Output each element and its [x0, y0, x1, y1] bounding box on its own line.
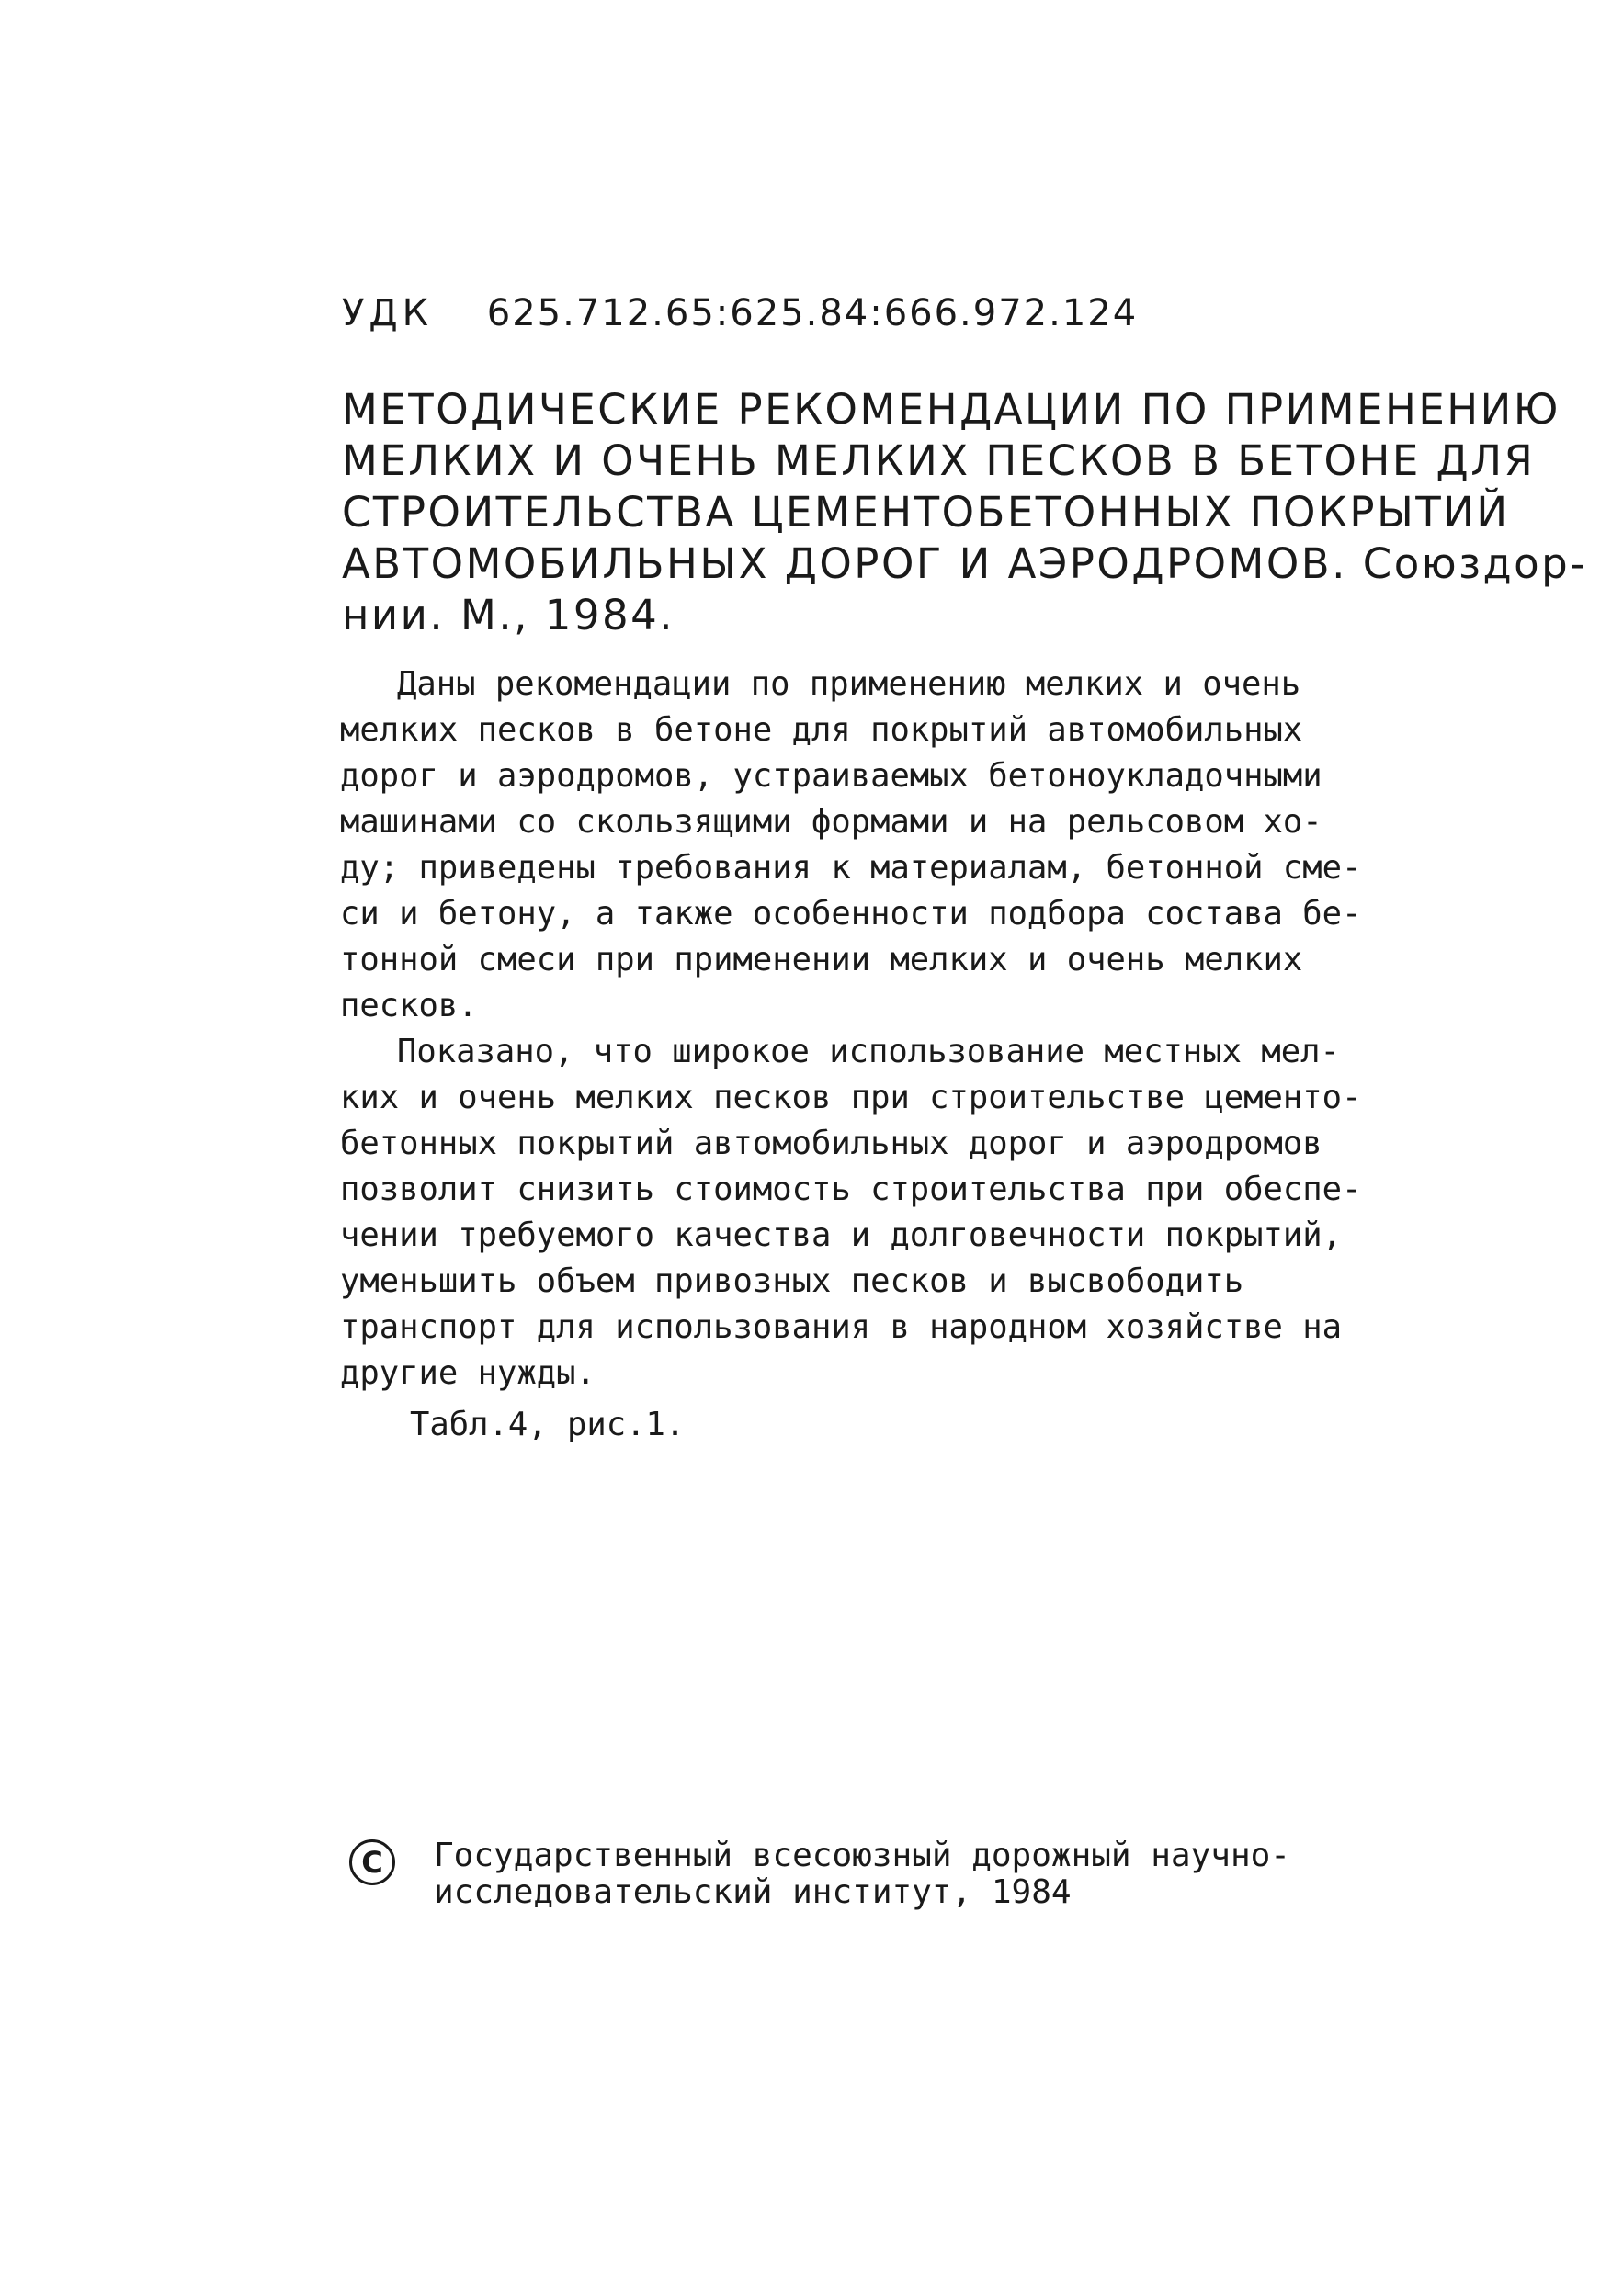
abstract-line: чении требуемого качества и долговечности покрытий, — [340, 1216, 1343, 1254]
abstract-line: Показано, что широкое использование местных мел- — [397, 1033, 1340, 1070]
title-line: МЕТОДИЧЕСКИЕ РЕКОМЕНДАЦИИ ПО ПРИМЕНЕНИЮ — [342, 385, 1561, 434]
abstract-line: машинами со скользящими формами и на рельсовом хо- — [340, 803, 1322, 841]
udk-label: УДК — [342, 292, 434, 334]
copyright-line: исследовательский институт, 1984 — [434, 1873, 1072, 1911]
abstract-line: бетонных покрытий автомобильных дорог и аэродромов — [340, 1125, 1322, 1162]
copyright-icon: C — [349, 1839, 395, 1885]
abstract-line: позволит снизить стоимость строительства при обеспе- — [340, 1171, 1362, 1208]
abstract-line: песков. — [340, 987, 478, 1024]
document-title — [342, 384, 1587, 641]
abstract-paragraph-1 — [340, 662, 1526, 1029]
abstract — [340, 662, 1526, 1448]
abstract-line: транспорт для использования в народном хозяйстве на — [340, 1308, 1343, 1346]
abstract-line: дорог и аэродромов, устраиваемых бетоноукладочными — [340, 757, 1322, 795]
abstract-line: ду; приведены требования к материалам, бетонной сме- — [340, 849, 1362, 887]
abstract-paragraph-2 — [340, 1029, 1526, 1397]
abstract-line: мелких песков в бетоне для покрытий автомобильных — [340, 711, 1303, 749]
abstract-line: си и бетону, а также особенности подбора состава бе- — [340, 895, 1362, 933]
copyright-text — [434, 1838, 1290, 1911]
abstract-line: тонной смеси при применении мелких и очень мелких — [340, 941, 1303, 978]
tables-figures-note: Табл.4, рис.1. — [410, 1406, 686, 1443]
abstract-line: уменьшить объем привозных песков и высвободить — [340, 1262, 1244, 1300]
title-line: АВТОМОБИЛЬНЫХ ДОРОГ И АЭРОДРОМОВ. Союздор- — [342, 539, 1587, 588]
abstract-line: ких и очень мелких песков при строительстве цементо- — [340, 1079, 1362, 1116]
abstract-line: другие нужды. — [340, 1354, 596, 1392]
title-line: нии. М., 1984. — [342, 591, 675, 639]
udk-classification — [342, 292, 1138, 334]
abstract-line: Даны рекомендации по применению мелких и очень — [397, 665, 1301, 703]
title-line: СТРОИТЕЛЬСТВА ЦЕМЕНТОБЕТОННЫХ ПОКРЫТИЙ — [342, 488, 1510, 537]
copyright-line: Государственный всесоюзный дорожный научно- — [434, 1837, 1290, 1874]
title-line: МЕЛКИХ И ОЧЕНЬ МЕЛКИХ ПЕСКОВ В БЕТОНЕ ДЛЯ — [342, 436, 1536, 485]
udk-code: 625.712.65:625.84:666.972.124 — [486, 292, 1139, 334]
